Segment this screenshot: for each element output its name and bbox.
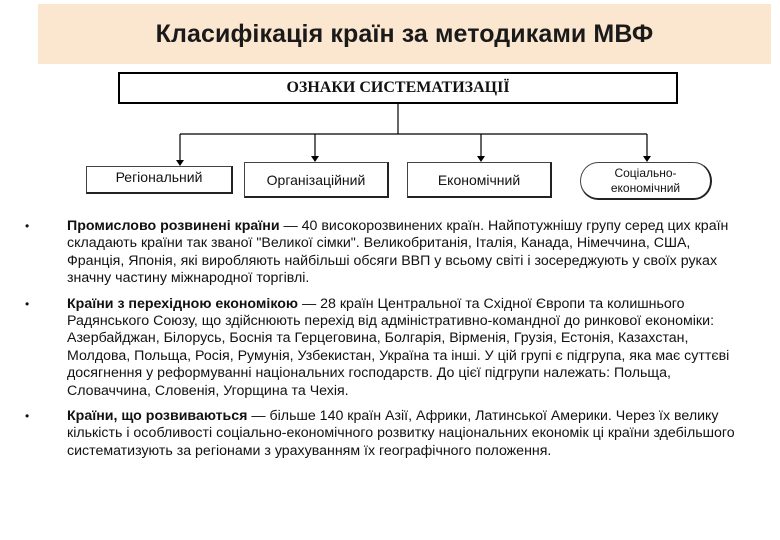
bullet-list — [20, 218, 735, 468]
category-box-economic — [407, 162, 552, 198]
category-box-regional — [86, 166, 233, 194]
category-label-socioeconomic: Соціально- економічний — [610, 165, 681, 195]
page-title: Класифікація країн за методиками МВФ — [155, 19, 654, 48]
bullet-text-developing: — більше 140 країн Азії, Африки, Латинської Америки. Через їх велику кількість і особливості соціально-економічного розвитку національних економік ці країни здебільшого систематизують за регіонами з урахуванням їх географічного положення. — [67, 408, 735, 459]
bullet-dot: • — [25, 296, 30, 311]
bullet-item-developing — [20, 408, 735, 460]
bullet-lead-transition: Країни з перехідною економікою — [67, 295, 299, 312]
category-box-organizational — [244, 162, 389, 198]
bullet-text-transition: — 28 країн Центральної та Східної Європи та колишнього Радянського Союзу, що здійснюють перехід від адміністративно-командної до ринкової економіки: Азербайджан, Білорусь, Боснія та Герцеговина, Болгарія, Вірменія, Грузія, Естонія, Казахстан, Молдова, Польща, Росія, Румунія, Узбекистан, Україна та інші. У цій групі є підгрупа, яка має суттєві досягнення у реформуванні національних господарств. До цієї підгрупи належать: Польща, Словаччина, Словенія, Угорщина та Чехія. — [67, 295, 730, 399]
category-label-regional: Регіональний — [115, 169, 203, 185]
bullet-dot: • — [25, 409, 30, 424]
bullet-dot: • — [25, 219, 30, 233]
category-label-organizational: Організаційний — [266, 171, 366, 188]
category-label-economic: Економічний — [437, 171, 521, 188]
root-node-label: ОЗНАКИ СИСТЕМАТИЗАЦІЇ — [286, 79, 510, 96]
bullet-text-developed: — 40 високорозвинених країн. Найпотужнішу групу серед цих країн складають країни так званої "Великої сімки". Великобританія, Італія, Канада, Німеччина, США, Франція, Японія, які виробляють найбільші обсяги ВВП у всьому світі і зосереджують у своїх руках значну частину міжнародної торгівлі. — [67, 218, 729, 287]
bullet-item-developed — [20, 218, 735, 288]
bullet-lead-developing: Країни, що розвиваються — [67, 408, 248, 425]
category-box-socioeconomic — [580, 162, 712, 200]
bullet-lead-developed: Промислово розвинені країни — [67, 218, 280, 234]
bullet-item-transition — [20, 296, 735, 400]
